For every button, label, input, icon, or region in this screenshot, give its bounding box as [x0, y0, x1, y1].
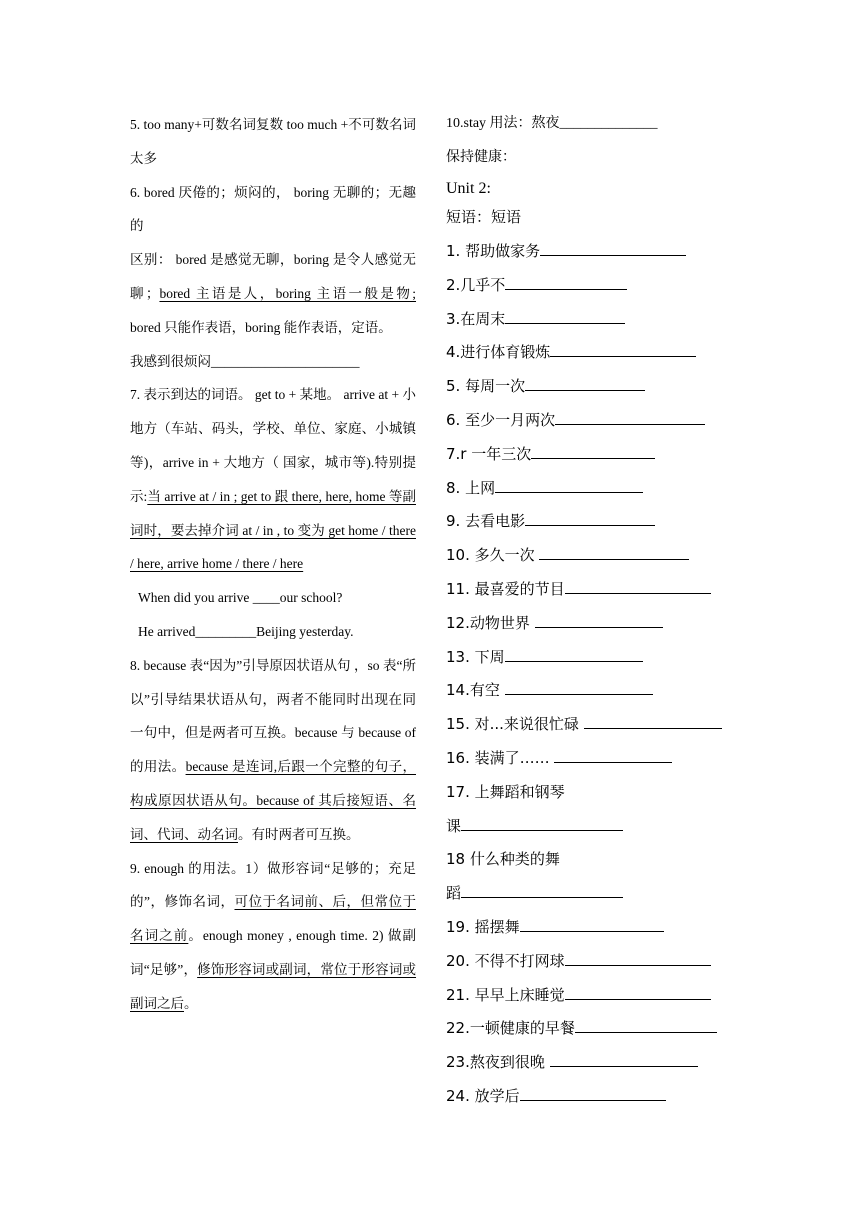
answer-blank[interactable] [531, 444, 655, 459]
answer-blank[interactable] [555, 410, 705, 425]
phrase-label: 21. 早早上床睡觉 [446, 985, 565, 1004]
phrase-item [446, 1085, 666, 1106]
item-9-underlined-1: 可位于名词前、后，但常位于名词之前 [130, 894, 416, 944]
unit-heading: Unit 2: [446, 180, 491, 197]
answer-blank[interactable] [520, 1086, 666, 1101]
phrase-label: 3.在周末 [446, 309, 506, 328]
item-7-text: 7. 表示到达的词语。 get to + 某地。 arrive at + 小地方（车站、码头，学校、单位、家庭、小城镇等)，arrive in + 大地方（ 国家，城市等).特别提示: [130, 387, 416, 504]
phrase-item [446, 1051, 698, 1072]
phrase-item [446, 679, 653, 700]
phrase-label: 10. 多久一次 [446, 546, 540, 565]
stay-healthy-label: 保持健康： [446, 150, 516, 165]
phrase-item [446, 916, 664, 937]
phrase-item [446, 308, 625, 329]
phrase-item [446, 240, 686, 261]
phrase-label: 12.动物世界 [446, 613, 535, 632]
answer-blank[interactable] [495, 478, 643, 493]
phrase-label: 17. 上舞蹈和钢琴 [446, 782, 565, 801]
answer-blank[interactable] [535, 613, 663, 628]
phrase-label: 20. 不得不打网球 [446, 951, 565, 970]
item-6-diff-underlined: bored 主语是人，boring 主语一般是物; [159, 285, 417, 301]
phrase-item [446, 1017, 717, 1038]
phrase-item [446, 375, 645, 396]
phrase-item [446, 713, 722, 734]
answer-blank[interactable] [565, 985, 711, 1000]
item-7 [130, 378, 416, 581]
answer-blank[interactable] [550, 1052, 698, 1067]
answer-blank[interactable] [525, 376, 645, 391]
phrase-label: 22.一顿健康的早餐 [446, 1019, 575, 1038]
phrase-label: 7.r 一年三次 [446, 444, 532, 463]
phrase-label: 16. 装满了…… [446, 749, 555, 767]
item-6-diff-text: 区别： bored 是感觉无聊，boring 是令人感觉无聊； [130, 252, 416, 301]
answer-blank[interactable] [505, 309, 625, 324]
phrase-item [446, 477, 643, 498]
phrase-label: 14.有空 [446, 681, 505, 700]
phrase-label: 19. 摇摆舞 [446, 918, 520, 936]
phrase-item [446, 950, 711, 971]
phrase-label: 2.几乎不 [446, 275, 506, 294]
item-6-diff-rest: bored 只能作表语，boring 能作表语，定语。 [130, 319, 392, 335]
phrase-item [446, 341, 696, 362]
answer-blank[interactable] [505, 680, 653, 695]
item-8 [130, 649, 416, 852]
item-8-underlined-2: because of 其后接短语、名词、代词、动名词 [130, 792, 417, 842]
item-9 [130, 852, 416, 1021]
item-6-difference [130, 243, 416, 344]
phrase-item [446, 646, 643, 667]
phrase-item [446, 443, 655, 464]
item-9-text: 9. enough 的用法。1）做形容词“足够的；充足的”，修饰名词， [130, 860, 416, 910]
item-5: 5. too many+可数名词复数 too much +不可数名词 太多 [130, 117, 416, 166]
answer-blank[interactable] [539, 545, 689, 560]
phrase-label: 9. 去看电影 [446, 512, 526, 531]
answer-blank[interactable] [505, 275, 627, 290]
answer-blank[interactable] [461, 816, 623, 831]
phrase-label: 8. 上网 [446, 478, 496, 497]
phrase-item [446, 882, 623, 903]
answer-blank[interactable] [584, 714, 722, 729]
answer-blank[interactable] [525, 511, 655, 526]
item-8-end: 。有时两者可互换。 [238, 826, 360, 842]
phrase-item [446, 747, 672, 768]
phrase-label: 1. 帮助做家务 [446, 242, 541, 260]
phrase-item [446, 612, 663, 633]
item-6-exercise: 我感到很烦闷______________________ [130, 353, 360, 369]
answer-blank[interactable] [565, 579, 711, 594]
phrase-label: 15. 对...来说很忙碌 [446, 715, 584, 734]
answer-blank[interactable] [505, 647, 643, 662]
phrase-item [446, 984, 711, 1005]
answer-blank[interactable] [550, 342, 696, 357]
phrase-label: 24. 放学后 [446, 1087, 520, 1105]
left-column [130, 108, 416, 1021]
item-8-text: 8. because 表“因为”引导原因状语从句 ，so 表“所以”引导结果状语从句，两者不能同时出现在同一句中，但是两者可互换。because 与 because of 的用法。 [130, 657, 416, 775]
phrase-label: 11. 最喜爱的节目 [446, 580, 565, 598]
phrase-label: 23.熬夜到很晚 [446, 1053, 550, 1072]
item-9-end: 。 [184, 995, 198, 1011]
phrase-item [446, 510, 655, 531]
stay-usage: 10.stay 用法：熬夜______________ [446, 116, 658, 131]
phrase-label: 4.进行体育锻炼 [446, 343, 551, 362]
item-6-definition: 6. bored 厌倦的；烦闷的， boring 无聊的；无趣的 [130, 184, 416, 234]
item-8-underlined-1: because 是连词,后跟一个完整的句子，构成原因状语从句。 [130, 759, 416, 808]
phrase-label: 课 [446, 816, 462, 835]
phrase-item [446, 409, 705, 430]
phrase-item [446, 815, 623, 836]
item-7-underlined: 当 arrive at / in ; get to 跟 there, here, home 等副词时，要去掉介词 at / in , to 变为 get home / there / here, arrive home / there / here [130, 488, 416, 572]
answer-blank[interactable] [554, 748, 672, 763]
phrase-label: 13. 下周 [446, 647, 505, 666]
phrases-title: 短语：短语 [446, 208, 522, 226]
phrase-item [446, 578, 711, 599]
phrase-item [446, 274, 627, 295]
phrase-item [446, 544, 689, 565]
phrase-item [446, 781, 565, 802]
answer-blank[interactable] [461, 883, 623, 898]
phrase-label: 5. 每周一次 [446, 377, 526, 396]
item-9-underlined-2: 修饰形容词或副词，常位于形容词或副词之后 [130, 961, 417, 1011]
answer-blank[interactable] [540, 241, 686, 256]
phrase-label: 18 什么种类的舞 [446, 850, 560, 869]
phrase-label: 6. 至少一月两次 [446, 411, 556, 429]
item-7-example-2: He arrived_________Beijing yesterday. [138, 623, 354, 639]
phrase-label: 蹈 [446, 884, 462, 903]
answer-blank[interactable] [575, 1018, 717, 1033]
phrase-item [446, 848, 560, 869]
answer-blank[interactable] [520, 917, 664, 932]
item-9-mid: 。enough money , enough time. 2) 做副词“足够”， [130, 928, 416, 977]
item-7-example-1: When did you arrive ____our school? [138, 590, 343, 606]
answer-blank[interactable] [565, 951, 711, 966]
